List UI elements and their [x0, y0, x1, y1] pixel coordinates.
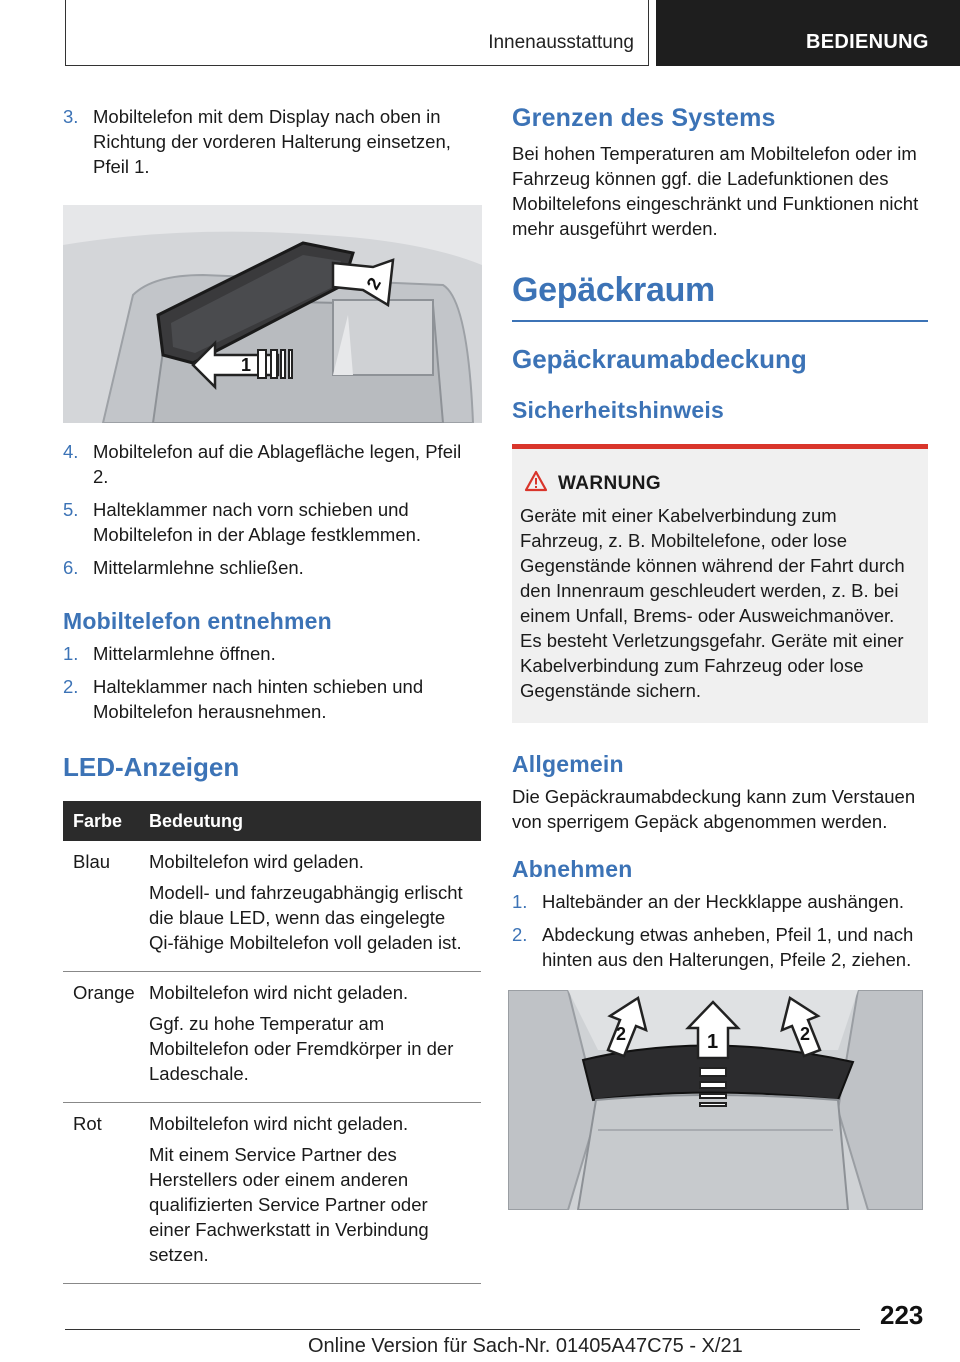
table-cell-color: Blau [63, 841, 149, 972]
figure-luggage-cover-illustration [508, 990, 923, 1210]
luggage-heading: Gepäckraum [512, 271, 928, 322]
table-cell-line2: Modell- und fahrzeugabhängig erlischt die blaue LED, wenn das eingelegte Qi-fähige Mobiltelefon voll geladen ist. [149, 882, 463, 953]
remove-phone-steps [63, 641, 481, 724]
table-cell-color: Rot [63, 1103, 149, 1284]
list-item [63, 497, 481, 547]
led-table [63, 801, 481, 1284]
footer-version-text: Online Version für Sach-Nr. 01405A47C75 - X/21 [308, 1335, 743, 1357]
step-number: 2. [63, 676, 79, 697]
warning-title [558, 473, 914, 495]
figure-luggage-label-2-right: 2 [800, 1024, 811, 1044]
figure-phone-tray-label-1: 1 [241, 355, 252, 375]
table-row [63, 1103, 481, 1284]
left-column [63, 104, 481, 1284]
step-text: Mobiltelefon mit dem Display nach oben in Richtung der vorderen Halterung einsetzen, Pfeil 1. [93, 106, 451, 177]
list-item [63, 674, 481, 724]
step-number: 1. [63, 643, 79, 664]
step-text: Halteklammer nach vorn schieben und Mobiltelefon in der Ablage festklemmen. [93, 499, 422, 545]
remove-cover-steps [512, 889, 928, 972]
warning-title-text: WARNUNG [558, 473, 662, 494]
table-cell-line2: Mit einem Service Partner des Herstellers oder einem anderen qualifizierten Service Partner oder einer Fachwerkstatt in Verbindung setzen. [149, 1144, 429, 1265]
table-row [63, 972, 481, 1103]
steps-list-b [63, 439, 481, 580]
table-cell-meaning [149, 1103, 481, 1284]
safety-heading: Sicherheitshinweis [512, 397, 724, 423]
right-column [512, 104, 928, 972]
step-text: Abdeckung etwas anheben, Pfeil 1, und nach hinten aus den Halterungen, Pfeile 2, ziehen. [542, 924, 914, 970]
list-item [63, 439, 481, 489]
limits-text: Bei hohen Temperaturen am Mobiltelefon oder im Fahrzeug können ggf. die Ladefunktionen des Mobiltelefons eingeschränkt und Funktionen nicht mehr ausgeführt werden. [512, 143, 919, 239]
cover-heading: Gepäckraumabdeckung [512, 344, 807, 374]
step-number: 2. [512, 924, 528, 945]
step-number: 6. [63, 557, 79, 578]
table-cell-meaning [149, 972, 481, 1103]
step-text: Mittelarmlehne schließen. [93, 557, 304, 578]
figure-phone-tray [63, 205, 482, 423]
table-cell-line2: Ggf. zu hohe Temperatur am Mobiltelefon oder Fremdkörper in der Ladeschale. [149, 1013, 454, 1084]
step-text: Mittelarmlehne öffnen. [93, 643, 276, 664]
figure-luggage-label-1: 1 [707, 1031, 719, 1053]
list-item [512, 889, 928, 914]
list-item [63, 641, 481, 666]
header-section-title: Innenausstattung [488, 32, 634, 53]
table-cell-line1: Mobiltelefon wird nicht geladen. [149, 1113, 409, 1134]
figure-phone-tray-label-2: 2 [362, 274, 386, 293]
header-chapter-title: BEDIENUNG [806, 31, 929, 53]
warning-triangle-icon [524, 470, 548, 492]
step-number: 3. [63, 106, 79, 127]
led-heading: LED-Anzeigen [63, 752, 240, 782]
table-cell-meaning [149, 841, 481, 972]
limits-heading: Grenzen des Systems [512, 104, 776, 132]
remove-cover-heading: Abnehmen [512, 856, 633, 882]
table-cell-line1: Mobiltelefon wird geladen. [149, 851, 364, 872]
list-item [512, 922, 928, 972]
table-header-meaning: Bedeutung [149, 801, 481, 841]
table-row [63, 841, 481, 972]
figure-luggage-cover [508, 990, 923, 1210]
step-number: 5. [63, 499, 79, 520]
remove-phone-heading: Mobiltelefon entnehmen [63, 608, 332, 634]
footer-divider [65, 1329, 860, 1330]
general-text: Die Gepäckraumabdeckung kann zum Verstauen von sperrigem Gepäck abgenommen werden. [512, 786, 916, 832]
steps-list-a [63, 104, 481, 179]
table-cell-line1: Mobiltelefon wird nicht geladen. [149, 982, 409, 1003]
table-header-row [63, 801, 481, 841]
table-header-color: Farbe [63, 801, 149, 841]
warning-text: Geräte mit einer Kabelverbindung zum Fahrzeug, z. B. Mobiltelefone, oder lose Gegenstände können während der Fahrt durch den Innenraum geschleudert werden, z. B. bei einem Unfall, Brems- oder Ausweichmanöver. Es besteht Verletzungsgefahr. Geräte mit einer Kabelverbindung zum Fahrzeug oder lose Gegenstände sichern. [520, 505, 905, 701]
step-text: Mobiltelefon auf die Ablagefläche legen, Pfeil 2. [93, 441, 462, 487]
page-number: 223 [880, 1300, 924, 1330]
warning-box [512, 444, 928, 723]
step-text: Halteklammer nach hinten schieben und Mobiltelefon herausnehmen. [93, 676, 424, 722]
table-cell-color: Orange [63, 972, 149, 1103]
step-text: Haltebänder an der Heckklappe aushängen. [542, 891, 905, 912]
figure-luggage-label-2-left: 2 [616, 1024, 627, 1044]
list-item [63, 555, 481, 580]
general-heading: Allgemein [512, 751, 624, 777]
list-item [63, 104, 481, 179]
step-number: 1. [512, 891, 528, 912]
header-chapter-tab [656, 0, 960, 66]
header-section-tab [65, 0, 649, 66]
figure-phone-tray-illustration [63, 205, 482, 423]
step-number: 4. [63, 441, 79, 462]
